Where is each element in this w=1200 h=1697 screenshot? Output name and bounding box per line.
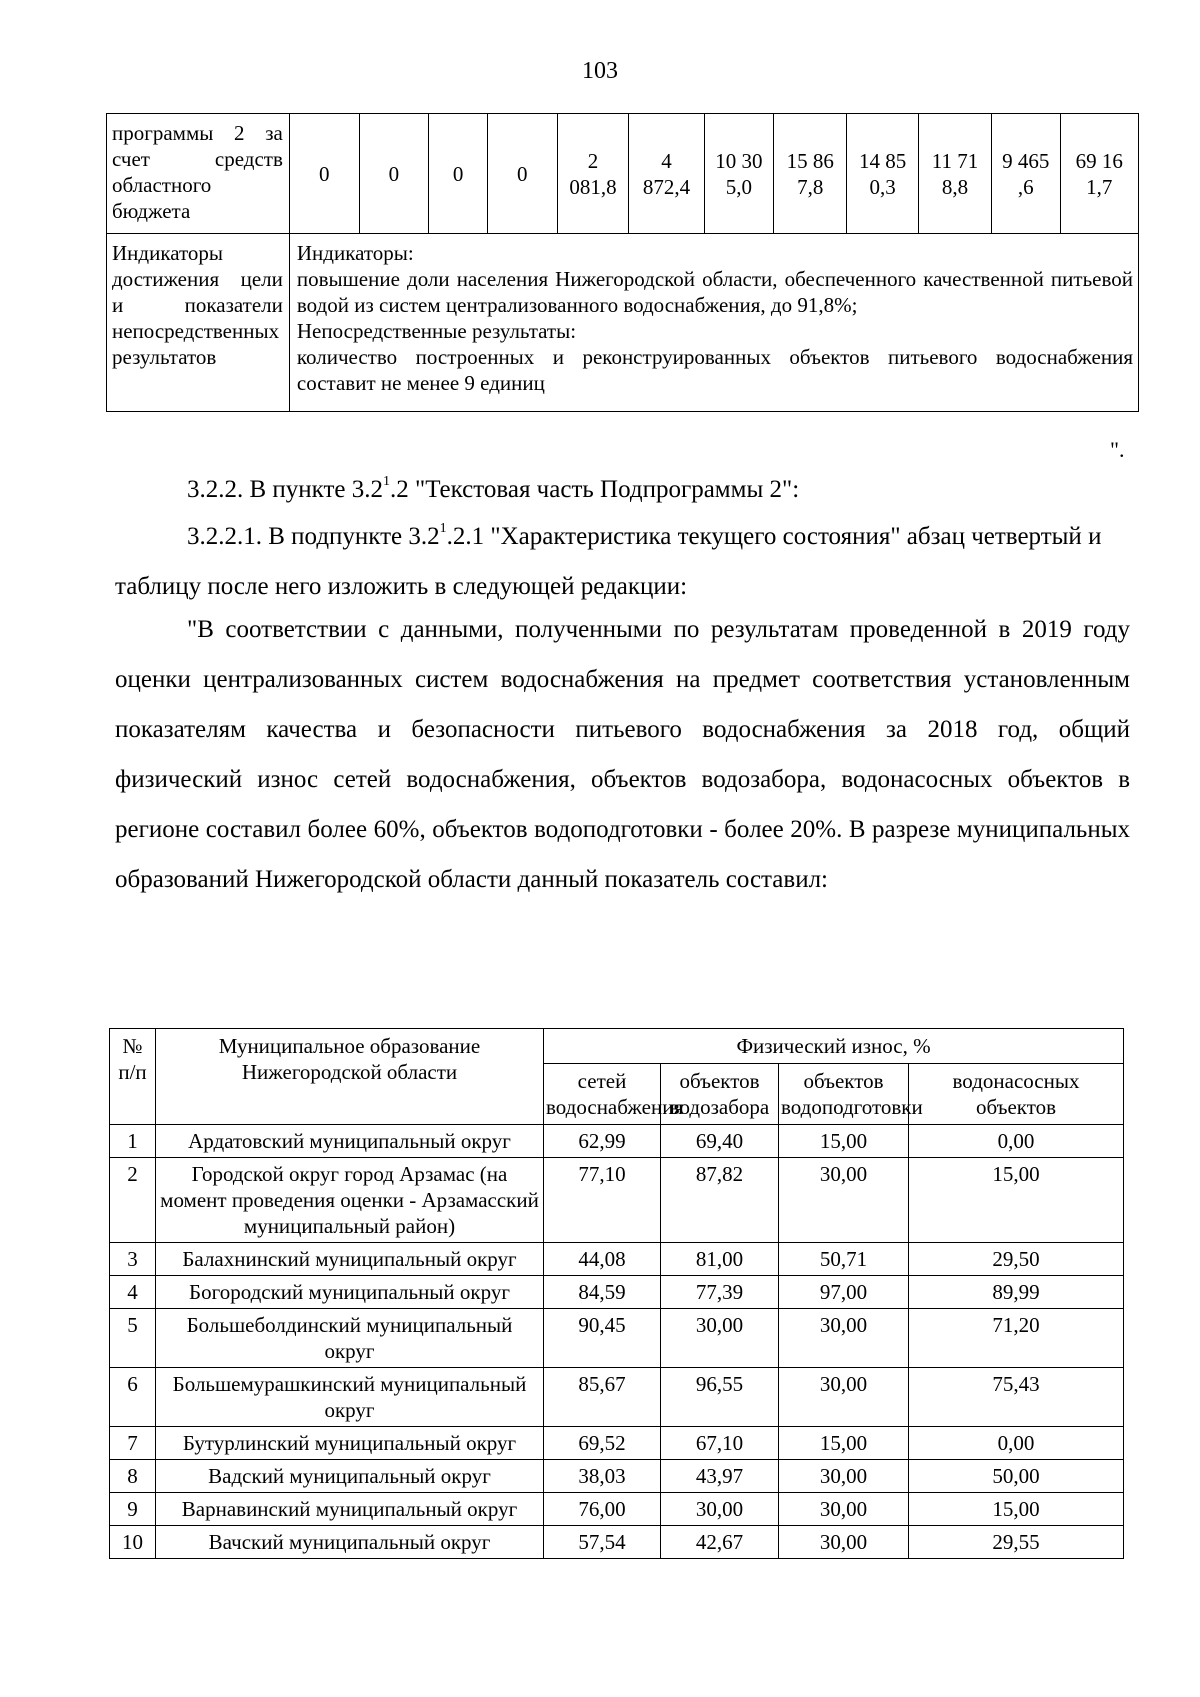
row-number: 2 <box>110 1158 156 1243</box>
municipality-name: Большемурашкинский муниципальный округ <box>156 1368 544 1427</box>
table-row <box>110 1368 1124 1427</box>
wear-value: 30,00 <box>779 1309 909 1368</box>
row-number: 4 <box>110 1276 156 1309</box>
wear-value: 30,00 <box>661 1493 779 1526</box>
sub-col-header: водонасосных объектов <box>909 1064 1124 1125</box>
value-cell: 2 081,8 <box>557 114 629 234</box>
funding-row <box>107 114 1139 234</box>
wear-value: 15,00 <box>779 1427 909 1460</box>
table-row <box>110 1460 1124 1493</box>
municipality-name: Вадский муниципальный округ <box>156 1460 544 1493</box>
municipality-name: Балахнинский муниципальный округ <box>156 1243 544 1276</box>
row-number: 1 <box>110 1125 156 1158</box>
municipality-name: Бутурлинский муниципальный округ <box>156 1427 544 1460</box>
wear-value: 85,67 <box>544 1368 661 1427</box>
wear-value: 71,20 <box>909 1309 1124 1368</box>
wear-value: 69,52 <box>544 1427 661 1460</box>
wear-value: 62,99 <box>544 1125 661 1158</box>
indicators-line: количество построенных и реконструированных объектов питьевого водоснабжения составит не менее 9 единиц <box>296 345 1133 395</box>
wear-value: 43,97 <box>661 1460 779 1493</box>
page-number: 103 <box>582 58 618 84</box>
wear-value: 57,54 <box>544 1526 661 1559</box>
value-cell: 69 16 1,7 <box>1060 114 1139 234</box>
value-cell: 0 <box>429 114 488 234</box>
wear-value: 77,10 <box>544 1158 661 1243</box>
table-row <box>110 1276 1124 1309</box>
value-cell: 14 85 0,3 <box>847 114 919 234</box>
header-row <box>110 1029 1124 1064</box>
superscript: 1 <box>383 473 391 489</box>
text: .2 "Текстовая часть Подпрограммы 2": <box>390 476 800 503</box>
indicators-line: повышение доли населения Нижегородской области, обеспеченного качественной питьевой водой из систем централизованного водоснабжения, до 91,8%; <box>296 267 1133 317</box>
municipality-name: Большеболдинский муниципальный округ <box>156 1309 544 1368</box>
municipality-name: Городской округ город Арзамас (на момент проведения оценки - Арзамасский муниципальный район) <box>156 1158 544 1243</box>
indicators-label: Индикаторы достижения цели и показатели непосредственных результатов <box>107 234 290 412</box>
wear-value: 77,39 <box>661 1276 779 1309</box>
row-number: 8 <box>110 1460 156 1493</box>
wear-value: 87,82 <box>661 1158 779 1243</box>
funding-row-label: программы 2 за счет средств областного бюджета <box>107 114 290 234</box>
indicators-row <box>107 234 1139 412</box>
sub-col-header: сетей водоснабжения <box>544 1064 661 1125</box>
wear-table <box>109 1028 1124 1559</box>
wear-value: 15,00 <box>909 1158 1124 1243</box>
wear-value: 30,00 <box>779 1493 909 1526</box>
sub-col-header: объектов водоподготовки <box>779 1064 909 1125</box>
value-cell: 11 71 8,8 <box>919 114 992 234</box>
superscript: 1 <box>439 520 447 536</box>
closing-quote: ". <box>1110 437 1125 462</box>
wear-value: 0,00 <box>909 1125 1124 1158</box>
wear-value: 50,00 <box>909 1460 1124 1493</box>
value-cell: 10 30 5,0 <box>704 114 774 234</box>
wear-value: 29,55 <box>909 1526 1124 1559</box>
col-group-header: Физический износ, % <box>544 1029 1124 1064</box>
wear-value: 15,00 <box>909 1493 1124 1526</box>
table-row <box>110 1493 1124 1526</box>
value-cell: 0 <box>289 114 359 234</box>
wear-value: 75,43 <box>909 1368 1124 1427</box>
wear-value: 96,55 <box>661 1368 779 1427</box>
col-name-header: Муниципальное образование Нижегородской области <box>156 1029 544 1125</box>
value-cell: 9 465 ,6 <box>991 114 1060 234</box>
indicators-text <box>289 234 1138 412</box>
row-number: 9 <box>110 1493 156 1526</box>
text: 3.2.2. В пункте 3.2 <box>187 476 384 503</box>
wear-value: 30,00 <box>779 1460 909 1493</box>
table-row <box>110 1427 1124 1460</box>
wear-table-body <box>110 1125 1124 1559</box>
paragraph-3-2-2 <box>187 465 799 515</box>
wear-value: 30,00 <box>779 1368 909 1427</box>
sub-col-header: объектов водозабора <box>661 1064 779 1125</box>
row-number: 10 <box>110 1526 156 1559</box>
indicators-line: Индикаторы: <box>296 241 414 265</box>
paragraph-quote: "В соответствии с данными, полученными по результатам проведенной в 2019 году оценки централизованных систем водоснабжения на предмет соответствия установленным показателям качества и безопасности питьевого водоснабжения за 2018 год, общий физический износ сетей водоснабжения, объектов водозабора, водонасосных объектов в регионе составил более 60%, объектов водоподготовки - более 20%. В разрезе муниципальных образований Нижегородской области данный показатель составил: <box>115 616 1130 893</box>
wear-value: 84,59 <box>544 1276 661 1309</box>
row-number: 7 <box>110 1427 156 1460</box>
wear-value: 97,00 <box>779 1276 909 1309</box>
table-row <box>110 1158 1124 1243</box>
funding-table <box>106 113 1139 412</box>
row-number: 3 <box>110 1243 156 1276</box>
wear-value: 0,00 <box>909 1427 1124 1460</box>
wear-value: 67,10 <box>661 1427 779 1460</box>
table-row <box>110 1526 1124 1559</box>
table-row <box>110 1125 1124 1158</box>
value-cell: 15 86 7,8 <box>774 114 847 234</box>
table-row <box>110 1309 1124 1368</box>
text <box>115 512 1130 612</box>
row-number: 5 <box>110 1309 156 1368</box>
municipality-name: Ардатовский муниципальный округ <box>156 1125 544 1158</box>
wear-value: 89,99 <box>909 1276 1124 1309</box>
value-cell: 0 <box>359 114 429 234</box>
wear-value: 15,00 <box>779 1125 909 1158</box>
text: .2.1 "Характеристика текущего состояния" абзац четвертый и таблицу после него изложить в следующей редакции: <box>115 523 1102 600</box>
wear-value: 69,40 <box>661 1125 779 1158</box>
wear-value: 44,08 <box>544 1243 661 1276</box>
wear-value: 30,00 <box>779 1526 909 1559</box>
value-cell: 4 872,4 <box>629 114 704 234</box>
col-num-header: № п/п <box>110 1029 156 1125</box>
municipality-name: Варнавинский муниципальный округ <box>156 1493 544 1526</box>
indicators-line: Непосредственные результаты: <box>296 319 577 343</box>
text: 3.2.2.1. В подпункте 3.2 <box>187 523 440 550</box>
wear-value: 29,50 <box>909 1243 1124 1276</box>
wear-value: 42,67 <box>661 1526 779 1559</box>
wear-value: 30,00 <box>661 1309 779 1368</box>
wear-value: 38,03 <box>544 1460 661 1493</box>
wear-value: 81,00 <box>661 1243 779 1276</box>
wear-value: 76,00 <box>544 1493 661 1526</box>
wear-value: 50,71 <box>779 1243 909 1276</box>
wear-value: 30,00 <box>779 1158 909 1243</box>
municipality-name: Вачский муниципальный округ <box>156 1526 544 1559</box>
wear-value: 90,45 <box>544 1309 661 1368</box>
table-row <box>110 1243 1124 1276</box>
paragraph-3-2-2-1 <box>115 512 1130 612</box>
municipality-name: Богородский муниципальный округ <box>156 1276 544 1309</box>
value-cell: 0 <box>487 114 557 234</box>
row-number: 6 <box>110 1368 156 1427</box>
